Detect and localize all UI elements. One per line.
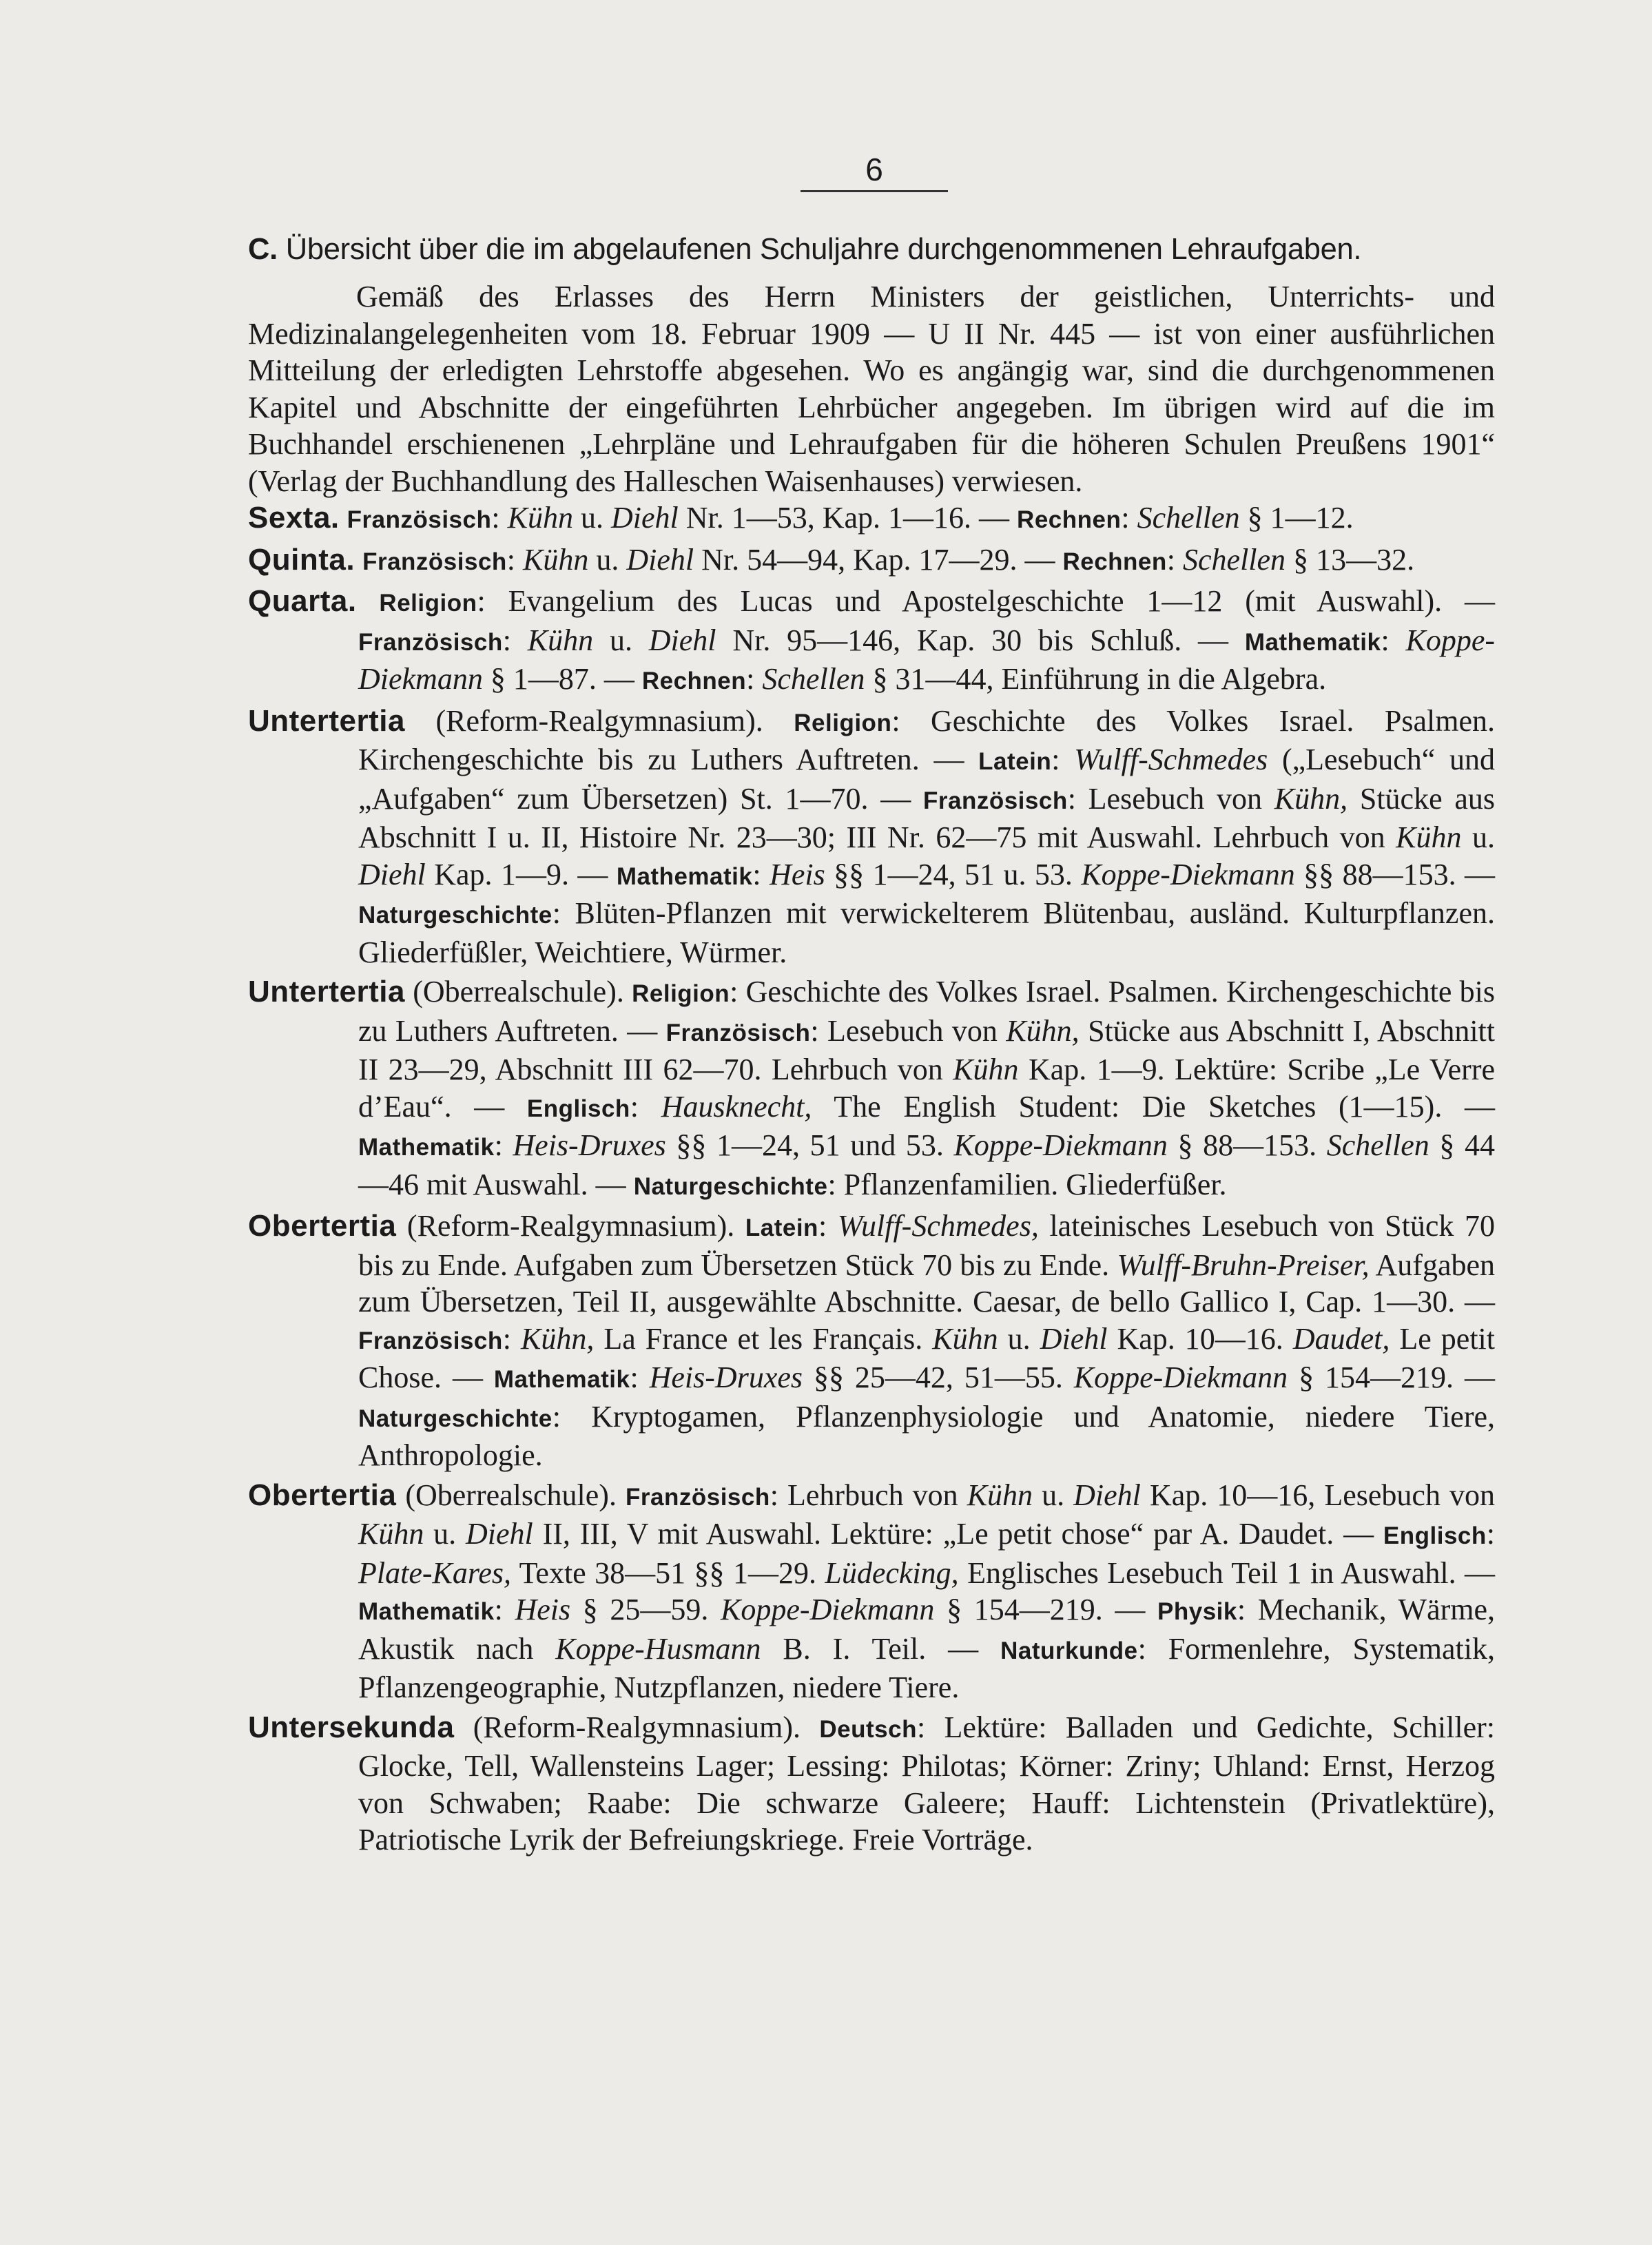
subject-label: Rechnen: [1062, 548, 1167, 575]
entry-text: § 154—219. —: [934, 1593, 1158, 1626]
entry-text: u.: [1033, 1478, 1074, 1512]
entry-text: Kap. 10—16.: [1107, 1321, 1293, 1356]
entry-text: (Oberrealschule).: [413, 975, 632, 1008]
class-name: Obertertia: [248, 1478, 397, 1512]
author-name: Wulff-Bruhn-Preiser,: [1117, 1248, 1370, 1282]
entry-text: Nr. 1—53, Kap. 1—16. —: [678, 501, 1018, 535]
author-name: Wulff-Schmedes: [1074, 743, 1268, 776]
entry-text: u.: [1461, 820, 1495, 854]
author-name: Kühn,: [1006, 1013, 1080, 1048]
entry-text: :: [630, 1089, 661, 1124]
document-body: [248, 278, 1495, 1859]
author-name: Kühn: [507, 501, 573, 535]
entry-text: :: [1121, 501, 1137, 535]
class-section: [248, 541, 1495, 581]
entry-text: : Blüten-Pflanzen mit verwickelterem Blütenbau, ausländ. Kulturpflanzen. Gliederfüßler, Weichtiere, Würmer.: [358, 896, 1495, 969]
entry-text: :: [491, 501, 508, 535]
class-name: Untersekunda: [248, 1710, 455, 1744]
entry-text: Kap. 10—16, Lesebuch von: [1140, 1478, 1495, 1512]
author-name: Koppe-Husmann: [555, 1631, 761, 1666]
entry-text: Kap. 1—9. Lektüre: Scribe „Le Verre d’Eau“. —: [358, 1053, 1495, 1124]
intro-paragraph: Gemäß des Erlasses des Herrn Ministers der geistlichen, Unterrichts- und Medizinalangelegenheiten vom 18. Februar 1909 — U II Nr. 445 — ist von einer ausführlichen Mitteilung der erledigten Lehrstoffe abgesehen. Wo es angängig war, sind die durchgenommenen Kapitel und Abschnitte der eingeführten Lehrbücher angegeben. Im übrigen wird auf die im Buchhandel erschienenen „Lehrpläne und Lehraufgaben für die höheren Schulen Preußens 1901“ (Verlag der Buchhandlung des Halleschen Waisenhauses) verwiesen.: [248, 280, 1495, 498]
section-heading: [248, 229, 1495, 270]
class-name: Quinta.: [248, 542, 355, 577]
class-section: [248, 1709, 1495, 1859]
subject-label: Physik: [1157, 1598, 1237, 1625]
entry-text: : Kryptogamen, Pflanzenphysiologie und Anatomie, niedere Tiere, Anthropologie.: [358, 1399, 1495, 1472]
author-name: Hausknecht,: [661, 1089, 812, 1124]
entry-text: Aufgaben zum Übersetzen, Teil II, ausgewählte Abschnitte. Caesar, de bello Gallico I, Cap. 1—30. —: [358, 1248, 1495, 1318]
class-section: [248, 1477, 1495, 1706]
subject-label: Mathematik: [493, 1366, 630, 1393]
subject-label: Naturgeschichte: [358, 902, 553, 929]
entry-text: u.: [998, 1321, 1040, 1356]
author-name: Kühn: [967, 1478, 1033, 1512]
subject-label: Mathematik: [1244, 628, 1381, 656]
class-section-list: [248, 499, 1495, 1859]
class-name: Untertertia: [248, 975, 405, 1008]
author-name: Daudet,: [1292, 1321, 1390, 1356]
section-heading-text: Übersicht über die im abgelaufenen Schuljahre durchgenommenen Lehraufgaben.: [285, 233, 1362, 266]
author-name: Diehl: [466, 1517, 533, 1551]
entry-text: § 44—46 mit Auswahl. —: [358, 1128, 1496, 1201]
entry-text: : Evangelium des Lucas und Apostelgeschichte 1—12 (mit Auswahl). —: [477, 584, 1495, 618]
entry-text: u.: [593, 623, 649, 657]
entry-text: §§ 88—153. —: [1294, 857, 1496, 891]
subject-label: Mathematik: [358, 1598, 495, 1625]
entry-text: („Lesebuch“ und „Aufgaben“ zum Übersetzen) St. 1—70. —: [358, 743, 1495, 816]
entry-text: Englisches Lesebuch Teil 1 in Auswahl. —: [958, 1555, 1496, 1590]
subject-label: Rechnen: [641, 668, 747, 694]
subject-label: Französisch: [626, 1483, 770, 1511]
author-name: Koppe-Diekmann: [358, 623, 1496, 696]
author-name: Heis: [770, 857, 825, 891]
entry-text: :: [752, 857, 770, 891]
entry-text: § 154—219. —: [1288, 1361, 1496, 1394]
author-name: Koppe-Diekmann: [721, 1593, 935, 1626]
author-name: Kühn: [953, 1053, 1019, 1086]
subject-label: Latein: [978, 748, 1052, 775]
entry-text: §§ 25—42, 51—55.: [803, 1361, 1074, 1394]
subject-label: Religion: [379, 590, 477, 617]
entry-text: :: [630, 1361, 650, 1394]
entry-text: §§ 1—24, 51 u. 53.: [825, 857, 1082, 891]
entry-text: B. I. Teil. —: [761, 1631, 1001, 1666]
class-section: [248, 583, 1495, 700]
class-name: Untertertia: [248, 703, 405, 738]
entry-text: Stücke aus Abschnitt I, Abschnitt II 23—29, Abschnitt III 62—70. Lehrbuch von: [358, 1013, 1496, 1086]
author-name: Heis-Druxes: [513, 1128, 666, 1162]
entry-text: u.: [424, 1517, 466, 1551]
subject-label: Englisch: [1383, 1522, 1487, 1549]
entry-text: § 88—153.: [1167, 1128, 1327, 1162]
author-name: Schellen: [1326, 1128, 1429, 1162]
author-name: Koppe-Diekmann: [1081, 857, 1295, 891]
entry-text: Nr. 54—94, Kap. 17—29. —: [694, 542, 1063, 577]
class-section: [248, 499, 1495, 539]
section-heading-letter: C.: [248, 233, 278, 266]
entry-text: § 1—87. —: [482, 662, 642, 696]
entry-text: § 1—12.: [1239, 501, 1354, 535]
entry-text: II, III, V mit Auswahl. Lektüre: „Le petit chose“ par A. Daudet. —: [533, 1517, 1383, 1551]
subject-label: Naturkunde: [1000, 1637, 1138, 1664]
subject-label: Mathematik: [616, 862, 753, 890]
subject-label: Französisch: [347, 506, 492, 533]
entry-text: u.: [572, 501, 611, 535]
entry-text: :: [1051, 743, 1075, 776]
entry-text: Kap. 1—9. —: [425, 857, 617, 891]
author-name: Schellen: [1183, 542, 1286, 577]
entry-text: §§ 1—24, 51 und 53.: [665, 1128, 954, 1162]
entry-text: : Mechanik, Wärme, Akustik nach: [358, 1593, 1495, 1666]
subject-label: Naturgeschichte: [358, 1405, 553, 1432]
class-section: [248, 703, 1495, 971]
subject-label: Französisch: [362, 548, 507, 575]
entry-text: (Reform-Realgymnasium).: [473, 1710, 820, 1744]
entry-text: lateinisches Lesebuch von Stück 70 bis zu Ende. Aufgaben zum Übersetzen Stück 70 bis zu Ende.: [358, 1209, 1495, 1282]
subject-label: Naturgeschichte: [633, 1172, 828, 1200]
author-name: Diehl: [648, 623, 716, 657]
author-name: Lüdecking,: [825, 1555, 959, 1590]
entry-text: :: [506, 542, 524, 577]
entry-text: :: [494, 1593, 515, 1626]
subject-label: Religion: [632, 980, 730, 1007]
author-name: Kühn,: [1274, 781, 1348, 816]
page-number-rule: [801, 190, 948, 192]
entry-text: :: [1166, 542, 1184, 577]
author-name: Heis-Druxes: [649, 1361, 803, 1394]
author-name: Kühn: [358, 1517, 424, 1551]
page-number: 6: [865, 152, 883, 187]
class-name: Obertertia: [248, 1209, 397, 1243]
entry-text: : Lektüre: Balladen und Gedichte, Schiller: Glocke, Tell, Wallensteins Lager; Lessing: Philotas; Körner: Zriny; Uhland: Ernst, Herzog von Schwaben; Raabe: Die schwarze Galeere; Hauff: Lichtenstein (Privatlektüre), Patriotische Lyrik der Befreiungskriege. Freie Vorträge.: [358, 1710, 1495, 1856]
class-section: [248, 1208, 1495, 1474]
author-name: Koppe-Diekmann: [1073, 1361, 1288, 1394]
author-name: Diehl: [1073, 1478, 1141, 1512]
entry-text: :: [746, 662, 763, 696]
author-name: Kühn: [932, 1321, 998, 1356]
class-section: [248, 973, 1495, 1205]
entry-text: : Lesebuch von: [1067, 781, 1274, 816]
author-name: Diehl: [358, 857, 426, 891]
entry-text: § 13—32.: [1286, 542, 1415, 577]
author-name: Wulff-Schmedes,: [837, 1209, 1039, 1243]
entry-text: (Reform-Realgymnasium).: [406, 1209, 745, 1243]
entry-text: :: [1381, 623, 1406, 657]
entry-text: : Geschichte des Volkes Israel. Psalmen. Kirchengeschichte bis zu Luthers Auftreten. —: [358, 975, 1495, 1048]
entry-text: § 25—59.: [570, 1593, 721, 1626]
author-name: Kühn: [523, 542, 589, 577]
author-name: Diehl: [610, 501, 679, 535]
author-name: Heis: [515, 1593, 571, 1626]
subject-label: Latein: [745, 1214, 818, 1241]
entry-text: Texte 38—51 §§ 1—29.: [511, 1555, 825, 1590]
author-name: Plate-Kares,: [358, 1555, 511, 1590]
author-name: Kühn: [1396, 820, 1462, 854]
entry-text: :: [1486, 1517, 1495, 1551]
entry-text: : Pflanzenfamilien. Gliederfüßer.: [827, 1167, 1227, 1201]
subject-label: Religion: [794, 709, 892, 736]
entry-text: :: [502, 1321, 521, 1356]
author-name: Schellen: [762, 662, 865, 696]
entry-text: The English Student: Die Sketches (1—15). —: [812, 1089, 1495, 1124]
subject-label: Französisch: [358, 628, 503, 656]
entry-text: Nr. 95—146, Kap. 30 bis Schluß. —: [716, 623, 1245, 657]
entry-text: : Geschichte des Volkes Israel. Psalmen. Kirchengeschichte bis zu Luthers Auftreten. —: [358, 703, 1496, 776]
subject-label: Deutsch: [819, 1715, 917, 1743]
entry-text: Stücke aus Abschnitt I u. II, Histoire Nr. 23—30; III Nr. 62—75 mit Auswahl. Lehrbuch von: [358, 781, 1496, 854]
subject-label: Mathematik: [358, 1134, 495, 1161]
entry-text: :: [502, 623, 528, 657]
subject-label: Englisch: [526, 1095, 630, 1122]
entry-text: : Lehrbuch von: [770, 1478, 967, 1512]
entry-text: : Lesebuch von: [810, 1013, 1006, 1048]
entry-text: u.: [588, 542, 627, 577]
author-name: Kühn,: [520, 1321, 595, 1356]
author-name: Koppe-Diekmann: [953, 1128, 1168, 1162]
author-name: Diehl: [626, 542, 694, 577]
entry-text: Le petit Chose. —: [358, 1321, 1496, 1394]
author-name: Diehl: [1040, 1321, 1108, 1356]
subject-label: Französisch: [922, 787, 1068, 814]
entry-text: (Reform-Realgymnasium).: [435, 703, 794, 738]
entry-text: : Formenlehre, Systematik, Pflanzengeographie, Nutzpflanzen, niedere Tiere.: [358, 1631, 1496, 1704]
entry-text: § 31—44, Einführung in die Algebra.: [865, 662, 1327, 696]
entry-text: :: [818, 1209, 838, 1243]
author-name: Schellen: [1137, 501, 1240, 535]
entry-text: (Oberrealschule).: [405, 1478, 626, 1512]
entry-text: :: [494, 1128, 513, 1162]
class-name: Quarta.: [248, 584, 357, 618]
subject-label: Französisch: [665, 1019, 811, 1046]
class-name: Sexta.: [248, 501, 340, 535]
subject-label: Rechnen: [1017, 506, 1122, 533]
subject-label: Französisch: [358, 1327, 503, 1354]
author-name: Kühn: [527, 623, 594, 657]
entry-text: La France et les Français.: [594, 1321, 933, 1356]
